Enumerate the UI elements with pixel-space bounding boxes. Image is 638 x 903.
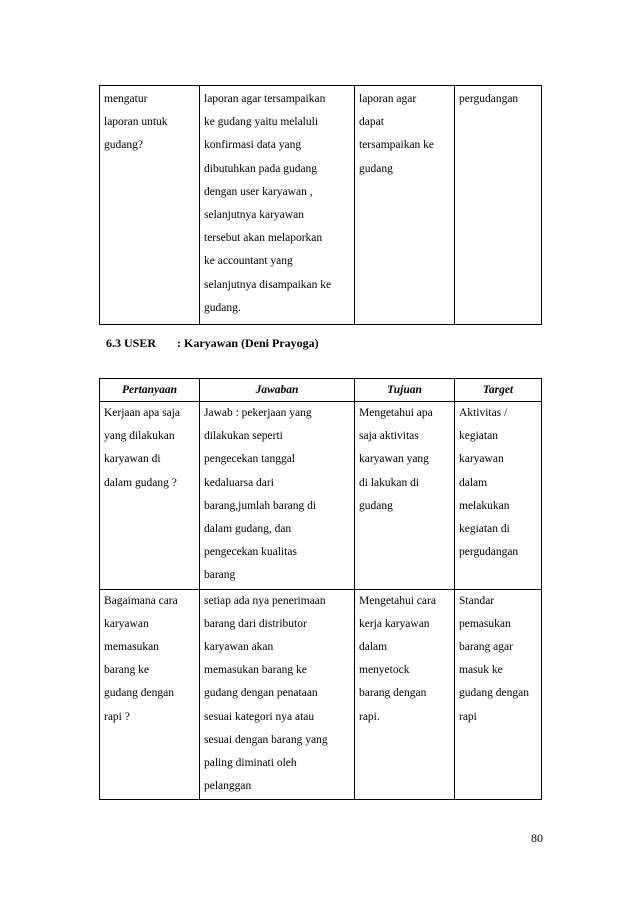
cell-text-line: setiap ada nya penerimaan bbox=[204, 594, 326, 607]
cell-text-line: selanjutnya disampaikan ke bbox=[204, 278, 332, 291]
cell-text-line: pergudangan bbox=[459, 546, 519, 559]
cell-text-line: rapi ? bbox=[104, 710, 130, 723]
table-cell bbox=[100, 589, 200, 800]
section-number-title: 6.3 USER bbox=[106, 336, 157, 350]
cell-text-line: gudang? bbox=[104, 139, 143, 152]
cell-text-line: gudang. bbox=[204, 301, 241, 314]
cell-text-line: tersebut akan melaporkan bbox=[204, 232, 323, 245]
cell-text-line: dalam bbox=[459, 476, 488, 489]
table-cell bbox=[100, 86, 200, 325]
cell-text-line: Bagaimana cara bbox=[104, 594, 178, 607]
cell-text-line: mengatur bbox=[104, 93, 148, 105]
cell-text-line: paling diminati oleh bbox=[204, 757, 297, 770]
table-cell bbox=[100, 402, 200, 590]
cell-text-line: barang ke bbox=[104, 664, 150, 677]
section-heading bbox=[106, 336, 319, 351]
cell-text-line: kedaluarsa dari bbox=[204, 476, 274, 489]
cell-text-line: yang dilakukan bbox=[104, 430, 175, 443]
cell-text-line: dalam bbox=[359, 641, 388, 654]
cell-text-line: karyawan di bbox=[104, 453, 161, 466]
table-cell bbox=[455, 589, 542, 800]
cell-text-line: sesuai dengan barang yang bbox=[204, 733, 328, 746]
cell-text-line: melakukan bbox=[459, 499, 510, 512]
cell-text-line: pengecekan kualitas bbox=[204, 546, 297, 559]
cell-text-line: dibutuhkan pada gudang bbox=[204, 162, 318, 175]
table-cell bbox=[355, 402, 455, 590]
table-row bbox=[100, 86, 542, 325]
cell-text-line: laporan agar tersampaikan bbox=[204, 93, 326, 105]
cell-text-line: konfirmasi data yang bbox=[204, 139, 302, 152]
section-separator: : bbox=[177, 336, 182, 350]
cell-text-line: Aktivitas / bbox=[459, 407, 508, 419]
cell-text-line: dalam gudang ? bbox=[104, 476, 177, 489]
interview-table bbox=[99, 378, 542, 800]
table-cell bbox=[200, 402, 355, 590]
cell-text-line: barang agar bbox=[459, 641, 513, 654]
cell-text-line: kegiatan bbox=[459, 430, 498, 443]
cell-text-line: gudang dengan bbox=[104, 687, 174, 700]
cell-text-line: rapi bbox=[459, 710, 477, 723]
header-pertanyaan: Pertanyaan bbox=[100, 379, 200, 402]
cell-text-line: rapi. bbox=[359, 710, 380, 723]
cell-text-line: karyawan bbox=[104, 617, 149, 630]
cell-text-line: gudang dengan bbox=[459, 687, 529, 700]
table-cell bbox=[200, 86, 355, 325]
cell-text-line: pelanggan bbox=[204, 780, 252, 793]
table-row bbox=[100, 589, 542, 800]
cell-text-line: sesuai kategori nya atau bbox=[204, 710, 315, 723]
cell-text-line: Mengetahui cara bbox=[359, 594, 436, 607]
cell-text-line: kerja karyawan bbox=[359, 617, 430, 630]
cell-text-line: Mengetahui apa bbox=[359, 407, 433, 419]
table-cell bbox=[355, 589, 455, 800]
cell-text-line: ke gudang yaitu melaluli bbox=[204, 116, 319, 129]
cell-text-line: memasukan barang ke bbox=[204, 664, 307, 677]
cell-text-line: menyetock bbox=[359, 664, 410, 677]
table-cell bbox=[455, 86, 542, 325]
cell-text-line: Jawab : pekerjaan yang bbox=[204, 407, 312, 419]
cell-text-line: gudang bbox=[359, 499, 393, 512]
interview-table-body bbox=[100, 402, 542, 800]
cell-text-line: pengecekan tanggal bbox=[204, 453, 295, 466]
cell-text-line: ke accountant yang bbox=[204, 255, 293, 268]
table-cell bbox=[200, 589, 355, 800]
cell-text-line: laporan untuk bbox=[104, 116, 168, 129]
table-cell bbox=[455, 402, 542, 590]
cell-text-line: barang dengan bbox=[359, 687, 427, 700]
header-target: Target bbox=[455, 379, 542, 402]
cell-text-line: Standar bbox=[459, 594, 495, 607]
cell-text-line: pemasukan bbox=[459, 617, 511, 630]
cell-text-line: dapat bbox=[359, 116, 384, 129]
cell-text-line: barang bbox=[204, 569, 236, 582]
table-header-row bbox=[100, 379, 542, 402]
table-cell bbox=[355, 86, 455, 325]
continued-table-body bbox=[100, 86, 542, 325]
cell-text-line: tersampaikan ke bbox=[359, 139, 435, 152]
cell-text-line: gudang bbox=[359, 162, 393, 175]
cell-text-line: dengan user karyawan , bbox=[204, 185, 313, 198]
header-tujuan: Tujuan bbox=[355, 379, 455, 402]
cell-text-line: di lakukan di bbox=[359, 476, 420, 489]
cell-text-line: gudang dengan penataan bbox=[204, 687, 318, 700]
cell-text-line: karyawan bbox=[459, 453, 504, 466]
cell-text-line: saja aktivitas bbox=[359, 430, 419, 443]
cell-text-line: kegiatan di bbox=[459, 523, 510, 536]
cell-text-line: dalam gudang, dan bbox=[204, 523, 292, 536]
page-number: 80 bbox=[531, 831, 543, 845]
cell-text-line: Kerjaan apa saja bbox=[104, 407, 180, 419]
section-role: Karyawan (Deni Prayoga) bbox=[184, 336, 319, 350]
cell-text-line: laporan agar bbox=[359, 93, 417, 105]
cell-text-line: karyawan akan bbox=[204, 641, 274, 654]
cell-text-line: karyawan yang bbox=[359, 453, 429, 466]
cell-text-line: barang dari distributor bbox=[204, 617, 307, 630]
table-row bbox=[100, 402, 542, 590]
cell-text-line: memasukan bbox=[104, 641, 159, 654]
header-jawaban: Jawaban bbox=[200, 379, 355, 402]
cell-text-line: selanjutnya karyawan bbox=[204, 209, 304, 222]
continued-table bbox=[99, 85, 542, 325]
cell-text-line: masuk ke bbox=[459, 664, 503, 677]
cell-text-line: barang,jumlah barang di bbox=[204, 499, 317, 512]
cell-text-line: dilakukan seperti bbox=[204, 430, 283, 443]
cell-text-line: pergudangan bbox=[459, 93, 519, 105]
